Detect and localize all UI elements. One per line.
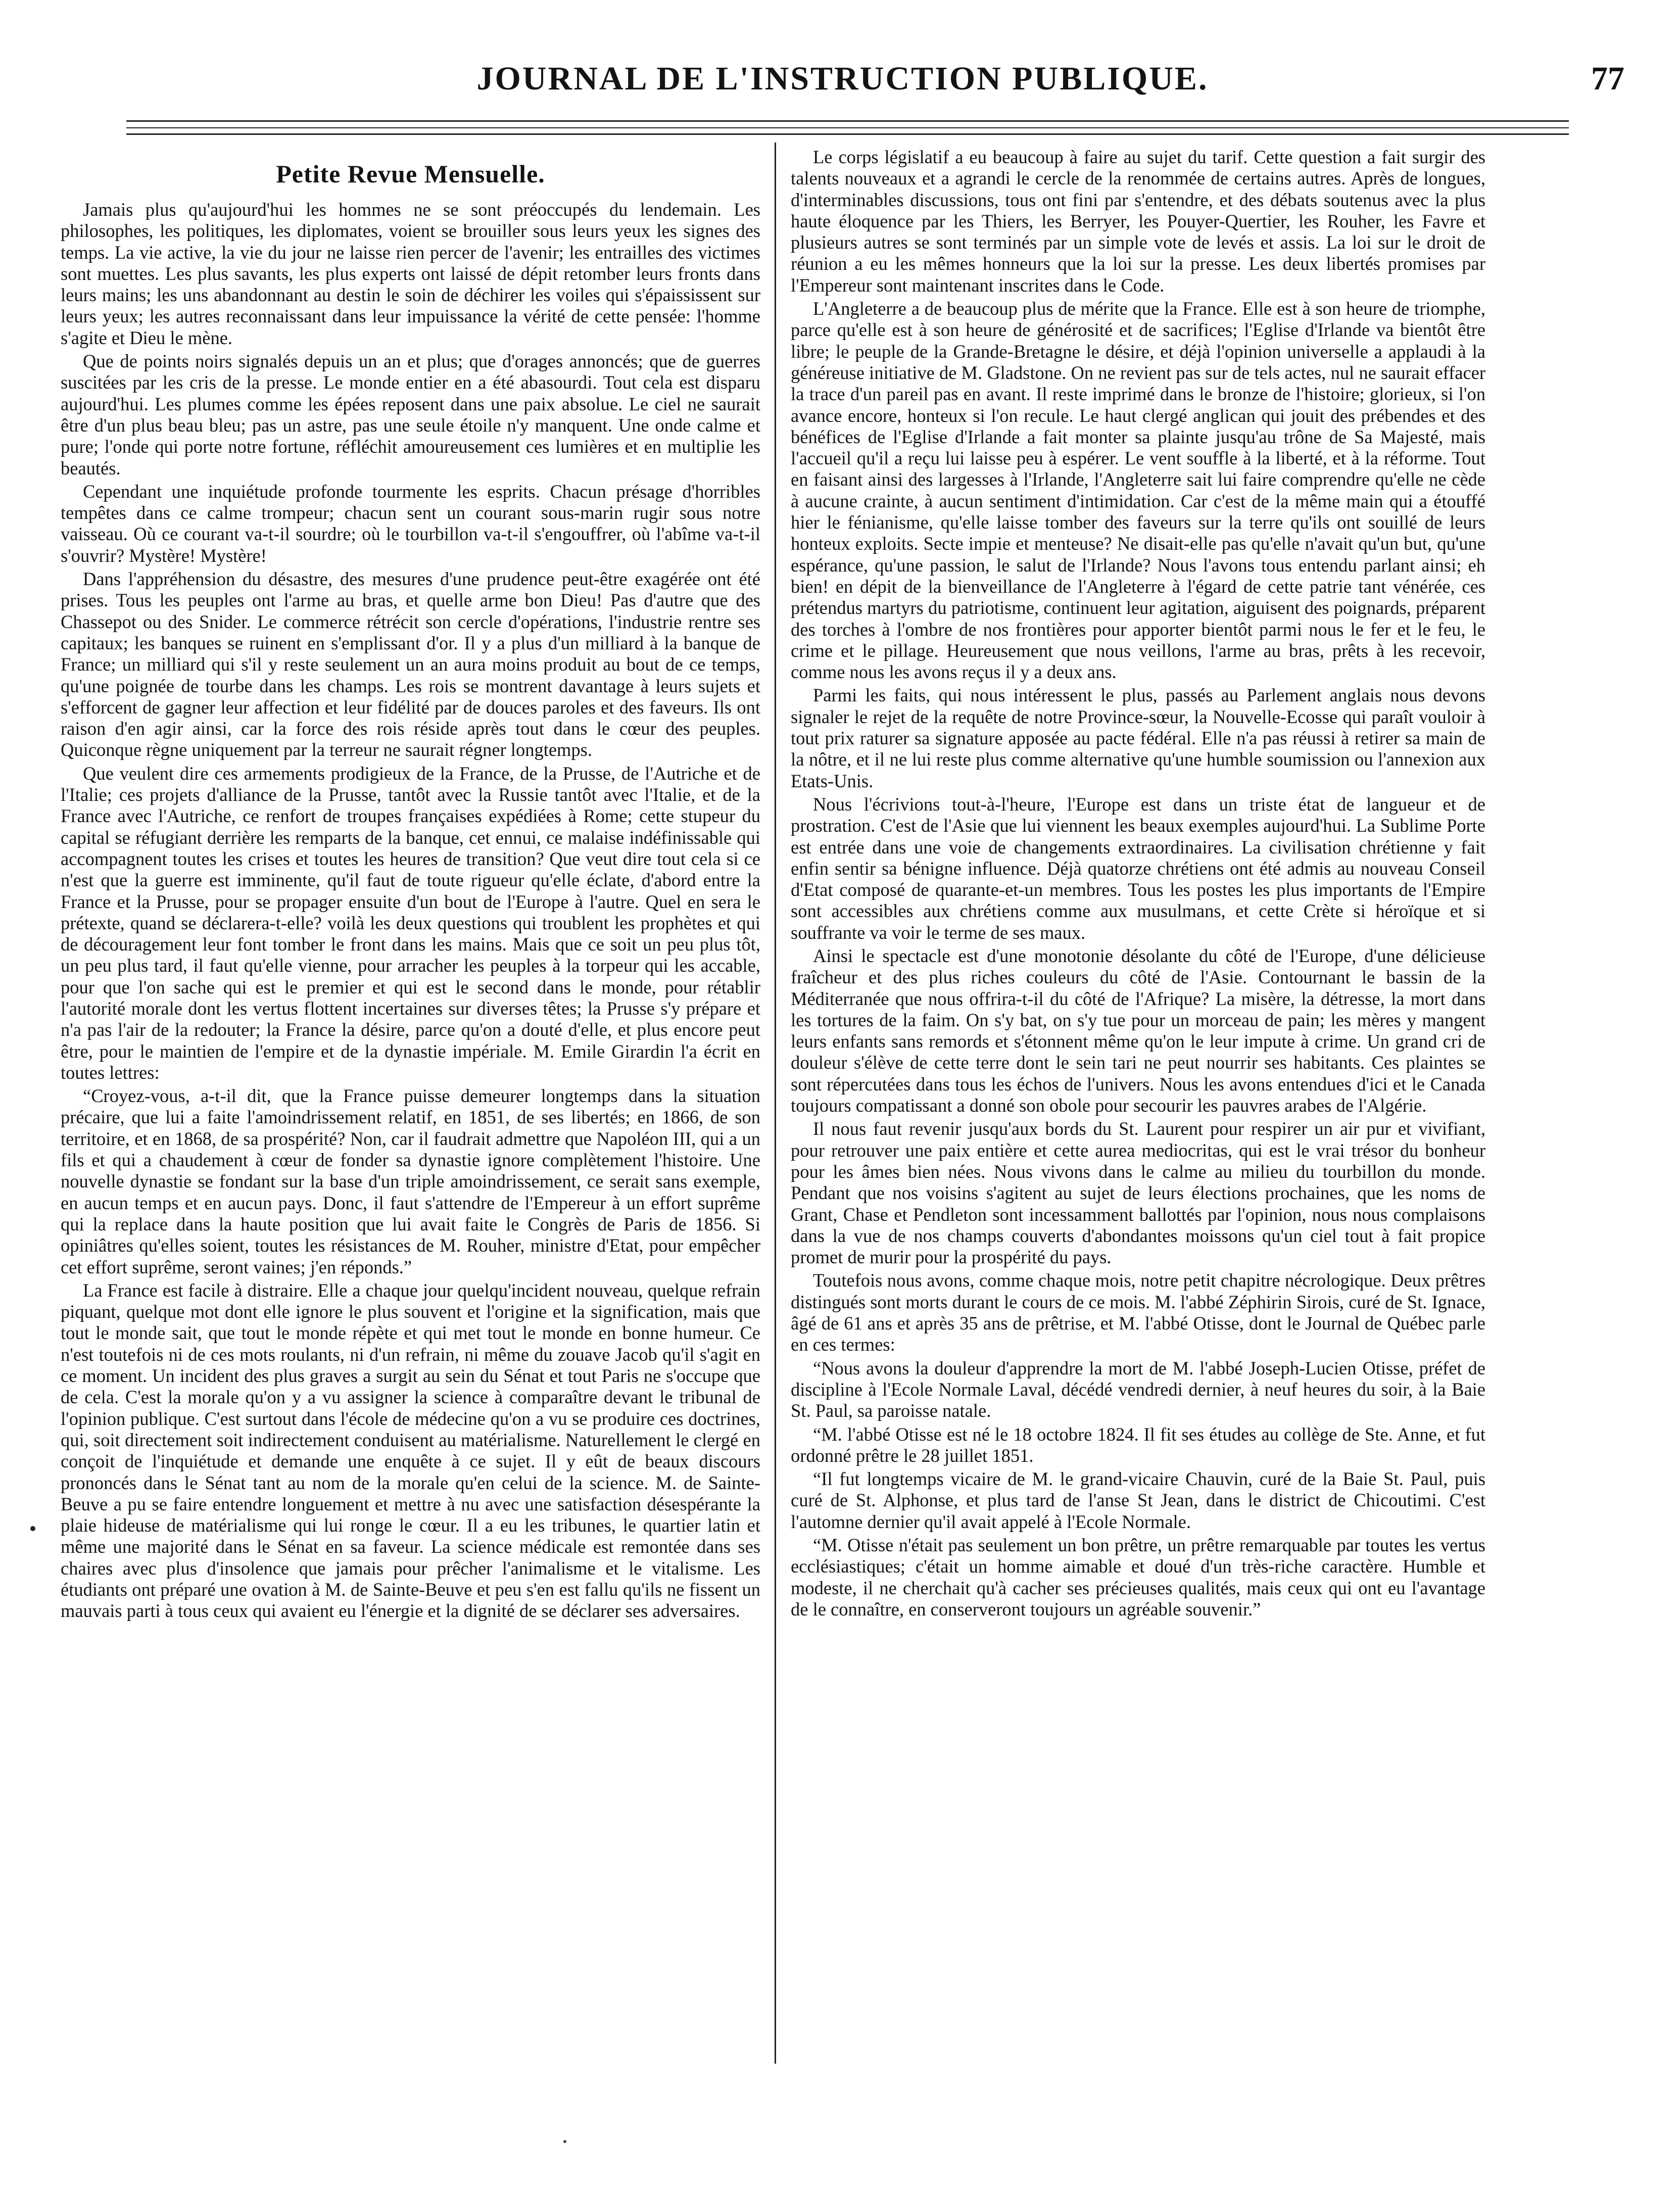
- quotation-paragraph: “M. l'abbé Otisse est né le 18 octobre 1824. Il fit ses études au collège de Ste. Anne, et fut ordonné prêtre le 28 juillet 1851.: [791, 1423, 1485, 1466]
- ink-speck: [563, 2140, 566, 2143]
- paragraph: Que de points noirs signalés depuis un an et plus; que d'orages annoncés; que de guerres suscitées par les cris de la presse. Le monde entier en a été abasourdi. Tout cela est disparu aujourd'hui. Les plumes comme les épées reposent dans une paix absolue. Le ciel ne saurait être d'un plus beau bleu; pas un astre, pas une seule étoile n'y manquent. Une onde calme et pure; l'onde qui porte notre fortune, réfléchit amoureusement ces lumières et en multiplie les beautés.: [61, 351, 760, 479]
- paragraph: Nous l'écrivions tout-à-l'heure, l'Europe est dans un triste état de langueur et de prostration. C'est de l'Asie que lui viennent les beaux exemples aujourd'hui. La Sublime Porte est entrée dans une voie de changements extraordinaires. La civilisation chrétienne y fait enfin sentir sa bénigne influence. Déjà quatorze chrétiens ont été admis au nouveau Conseil d'Etat composé de quarante-et-un membres. Tous les postes les plus importants de l'Empire sont accessibles aux chrétiens comme aux musulmans, et cette Crète si héroïque et si souffrante va voir le terme de ses maux.: [791, 793, 1485, 943]
- header-rule: [126, 133, 1569, 135]
- page-number: 77: [1591, 60, 1624, 97]
- article-title: Petite Revue Mensuelle.: [276, 160, 545, 188]
- paragraph: La France est facile à distraire. Elle a chaque jour quelqu'incident nouveau, quelque refrain piquant, quelque mot dont elle ignore le plus souvent et l'origine et la signification, mais que tout le monde sait, que tout le monde répète et qui met tout le monde en bonne humeur. Ce n'est toutefois ni de ces mots roulants, ni d'un refrain, ni même du zouave Jacob qu'il s'agit en ce moment. Un incident des plus graves a surgit au sein du Sénat et tout Paris ne s'occupe que de cela. C'est la morale qu'on y a vu assigner la science à comparaître devant le tribunal de l'opinion publique. C'est surtout dans l'école de médecine qu'on a vu se produire ces doctrines, qui, soit directement soit indirectement conduisent au matérialisme. Naturellement le clergé en conçoit de l'inquiétude et demande une enquête à ce sujet. Il y eût de beaux discours prononcés dans le Sénat tant au nom de la morale qu'en celui de la science. M. de Sainte-Beuve a pu se faire entendre longuement et mettre à nu avec une satisfaction désespérante la plaie hideuse de matérialisme qui lui ronge le cœur. Il a eu les tribunes, le quartier latin et même une majorité dans le Sénat en sa faveur. La science médicale est remontée dans ses chaires avec plus d'insolence que jamais pour prêcher l'animalisme et le vitalisme. Les étudiants ont préparé une ovation à M. de Sainte-Beuve et peu s'en est fallu qu'ils ne fissent un mauvais parti à tous ceux qui avaient eu l'énergie et la dignité de se déclarer ses adversaires.: [61, 1279, 760, 1622]
- paragraph: Dans l'appréhension du désastre, des mesures d'une prudence peut-être exagérée ont été prises. Tous les peuples ont l'arme au bras, et quelle arme bon Dieu! Pas d'autre que des Chassepot ou des Snider. Le commerce rétrécit son cercle d'opérations, l'industrie rentre ses capitaux; les banques se ruinent en s'emplissant d'or. Il y a plus d'un milliard à la banque de France; un milliard qui s'il y reste seulement un an aura moins produit au bout de ce temps, qu'une poignée de tourbe dans les champs. Les rois se montrent davantage à leurs sujets et s'efforcent de gagner leur affection et leur fidélité par de douces paroles et des faveurs. Ils ont raison d'en agir ainsi, car la force des rois réside après tout dans le cœur des peuples. Quiconque règne uniquement par la terreur ne saurait régner longtemps.: [61, 568, 760, 760]
- paragraph: Parmi les faits, qui nous intéressent le plus, passés au Parlement anglais nous devons signaler le rejet de la requête de notre Province-sœur, la Nouvelle-Ecosse qui paraît vouloir à tout prix raturer sa signature apposée au pacte fédéral. Elle n'a pas réussi à retirer sa main de la nôtre, et il ne lui reste plus comme alternative qu'une humble soumission ou l'annexion aux Etats-Unis.: [791, 685, 1485, 791]
- paragraph: Jamais plus qu'aujourd'hui les hommes ne se sont préoccupés du lendemain. Les philosophes, les politiques, les diplomates, voient se brouiller sous leurs yeux les signes des temps. La vie active, la vie du jour ne laisse rien percer de l'avenir; les entrailles des victimes sont muettes. Les plus savants, les plus experts ont laissé de dépit retomber leurs fronts dans leurs mains; les uns abandonnant au destin le soin de déchirer les voiles qui s'épaississent sur leurs yeux; les autres reconnaissant dans leur impuissance la vérité de cette pensée: l'homme s'agite et Dieu le mène.: [61, 199, 760, 348]
- quotation-paragraph: “Croyez-vous, a-t-il dit, que la France puisse demeurer longtemps dans la situation précaire, que lui a faite l'amoindrissement relatif, en 1851, de ses libertés; en 1866, de son territoire, et en 1868, de sa prospérité? Non, car il faudrait admettre que Napoléon III, qui a un fils et qui a chaudement à cœur de fonder sa dynastie ignore complètement l'histoire. Une nouvelle dynastie se fondant sur la base d'un triple amoindrissement, ce serait sans exemple, en aucun temps et en aucun pays. Donc, il faut s'attendre de l'Empereur à un effort suprême qui la replace dans la haute position que lui avait faite le Congrès de Paris de 1856. Si opiniâtres qu'elles soient, toutes les résistances de M. Rouher, ministre d'Etat, pour empêcher cet effort suprême, seront vaines; j'en réponds.”: [61, 1085, 760, 1277]
- ink-speck: [30, 1526, 35, 1531]
- running-title: JOURNAL DE L'INSTRUCTION PUBLIQUE.: [476, 60, 1209, 97]
- paragraph: Que veulent dire ces armements prodigieux de la France, de la Prusse, de l'Autriche et de l'Italie; ces projets d'alliance de la Prusse, tantôt avec la Russie tantôt avec l'Italie, et de la France avec l'Autriche, ce renfort de troupes françaises expédiées à Rome; cette stupeur du capital se réfugiant derrière les remparts de la banque, cet ennui, ce malaise indéfinissable qui accompagnent toutes les crises et toutes les heures de transition? Que veut dire tout cela si ce n'est que la guerre est imminente, qu'il faut de toute rigueur qu'elle éclate, d'abord entre la France et la Prusse, pour se propager ensuite d'un bout de l'Europe à l'autre. Quel en sera le prétexte, quand se déclarera-t-elle? voilà les deux questions qui troublent les prophètes et qui de découragement leur font tomber le front dans les mains. Mais que ce soit un peu plus tôt, un peu plus tard, il faut qu'elle vienne, pour arracher les peuples à la torpeur qui les accable, pour que l'on sache qui est le premier et qui est le second dans le monde, pour rétablir l'autorité morale dont les vertus flottent incertaines sur diverses têtes; la Prusse s'y prépare et n'a pas l'air de la redouter; la France la désire, parce qu'on a douté d'elle, et plus encore peut être, pour le maintien de l'empire et de la dynastie impériale. M. Emile Girardin l'a écrit en toutes lettres:: [61, 763, 760, 1083]
- page-header: [61, 60, 1624, 115]
- header-rule: [126, 120, 1569, 122]
- paragraph: Le corps législatif a eu beaucoup à faire au sujet du tarif. Cette question a fait surgir des talents nouveaux et a agrandi le cercle de la renommée de certains autres. Après de longues, d'interminables discussions, tous ont fini par s'entendre, et des débats soutenus avec la plus haute éloquence par les Thiers, les Berryer, les Pouyer-Quertier, les Rouher, les Favre et plusieurs autres se sont terminés par un simple vote de levés et assis. La loi sur le droit de réunion a eu les mêmes honneurs que la loi sur la presse. Les deux libertés promises par l'Empereur sont maintenant inscrites dans le Code.: [791, 147, 1485, 296]
- paragraph: L'Angleterre a de beaucoup plus de mérite que la France. Elle est à son heure de triomphe, parce qu'elle est à son heure de générosité et de sacrifices; l'Eglise d'Irlande va bientôt être libre; le peuple de la Grande-Bretagne le désire, et déjà l'opinion universelle a applaudi à la généreuse initiative de M. Gladstone. On ne revient pas sur de tels actes, nul ne saurait effacer la trace d'un pareil pas en avant. Il reste imprimé dans le bronze de l'histoire; glorieux, si l'on avance encore, honteux si l'on recule. Le haut clergé anglican qui jouit des prébendes et des bénéfices de l'Eglise d'Irlande a fait monter sa plainte jusqu'au trône de Sa Majesté, mais l'accueil qu'il a reçu lui laisse peu à espérer. Le vent souffle à la liberté, et à la réforme. Tout en faisant ainsi des largesses à l'Irlande, l'Angleterre sait lui faire comprendre qu'elle ne cède à aucune crainte, à aucun sentiment d'intimidation. Car c'est de la même main qui a étouffé hier le fénianisme, qu'elle laisse tomber des faveurs sur la terre qu'ils ont souillé de leurs honteux exploits. Secte impie et menteuse? Ne disait-elle pas qu'elle n'avait qu'un but, qu'une espérance, qu'une passion, le salut de l'Irlande? Nous l'avons tous entendu parlant ainsi; eh bien! en dépit de la bienveillance de l'Angleterre à l'égard de cette patrie tant vénérée, ces prétendus martyrs du patriotisme, continuent leur agitation, aiguisent des poignards, préparent des torches à l'ombre de nos frontières pour apporter bientôt parmi nous le fer et le feu, le crime et le pillage. Heureusement que nous veillons, l'arme au bras, prêts à les recevoir, comme nous les avons reçus il y a deux ans.: [791, 298, 1485, 683]
- right-column: [791, 147, 1485, 2074]
- paragraph: Il nous faut revenir jusqu'aux bords du St. Laurent pour respirer un air pur et vivifiant, pour retrouver une paix entière et cette aurea mediocritas, qui est le vrai trésor du bonheur pour les âmes bien nées. Nous vivons dans le calme au milieu du tourbillon du monde. Pendant que nos voisins s'agitent au sujet de leurs élections prochaines, que les noms de Grant, Chase et Pendleton sont incessamment ballottés par l'opinion, nous nous complaisons dans la vue de nos champs couverts d'abondantes moissons qu'un ciel tout à fait propice promet de murir pour la prospérité du pays.: [791, 1118, 1485, 1268]
- left-column: [61, 147, 760, 2074]
- paragraph: Cependant une inquiétude profonde tourmente les esprits. Chacun présage d'horribles tempêtes dans ce calme trompeur; chacun sent un courant sous-marin rugir sous notre vaisseau. Où ce courant va-t-il sourdre; où le tourbillon va-t-il s'engouffrer, où l'abîme va-t-il s'ouvrir? Mystère! Mystère!: [61, 481, 760, 566]
- column-divider: [775, 142, 776, 2064]
- quotation-paragraph: “Il fut longtemps vicaire de M. le grand-vicaire Chauvin, curé de la Baie St. Paul, puis curé de St. Alphonse, et plus tard de l'anse St Jean, dans le district de Chicoutimi. C'est l'automne dernier qu'il avait appelé à l'Ecole Normale.: [791, 1468, 1485, 1532]
- header-rule: [126, 127, 1569, 128]
- paragraph: Ainsi le spectacle est d'une monotonie désolante du côté de l'Europe, d'une délicieuse fraîcheur et des plus riches couleurs du côté de l'Asie. Contournant le bassin de la Méditerranée que nous offrira-t-il du côté de l'Afrique? La misère, la détresse, la mort dans les tortures de la faim. On s'y bat, on s'y tue pour un morceau de pain; les mères y mangent leurs enfants sans remords et s'étonnent même qu'on le leur impute à crime. Un grand cri de douleur s'élève de cette terre dont le sein tari ne peut nourrir ses habitants. Ces plaintes se sont répercutées dans tous les échos de l'univers. Nous les avons entendues d'ici et le Canada toujours compatissant a donné son obole pour secourir les pauvres arabes de l'Algérie.: [791, 945, 1485, 1116]
- quotation-paragraph: “Nous avons la douleur d'apprendre la mort de M. l'abbé Joseph-Lucien Otisse, préfet de discipline à l'Ecole Normale Laval, décédé vendredi dernier, à neuf heures du soir, à la Baie St. Paul, sa paroisse natale.: [791, 1357, 1485, 1421]
- quotation-paragraph: “M. Otisse n'était pas seulement un bon prêtre, un prêtre remarquable par toutes les vertus ecclésiastiques; c'était un homme aimable et doué d'un très-riche caractère. Humble et modeste, il ne cherchait qu'à cacher ses précieuses qualités, mais ceux qui ont eu l'avantage de le connaître, en conserveront toujours un agréable souvenir.”: [791, 1535, 1485, 1620]
- paragraph: Toutefois nous avons, comme chaque mois, notre petit chapitre nécrologique. Deux prêtres distingués sont morts durant le cours de ce mois. M. l'abbé Zéphirin Sirois, curé de St. Ignace, âgé de 61 ans et après 35 ans de prêtrise, et M. l'abbé Otisse, dont le Journal de Québec parle en ces termes:: [791, 1270, 1485, 1355]
